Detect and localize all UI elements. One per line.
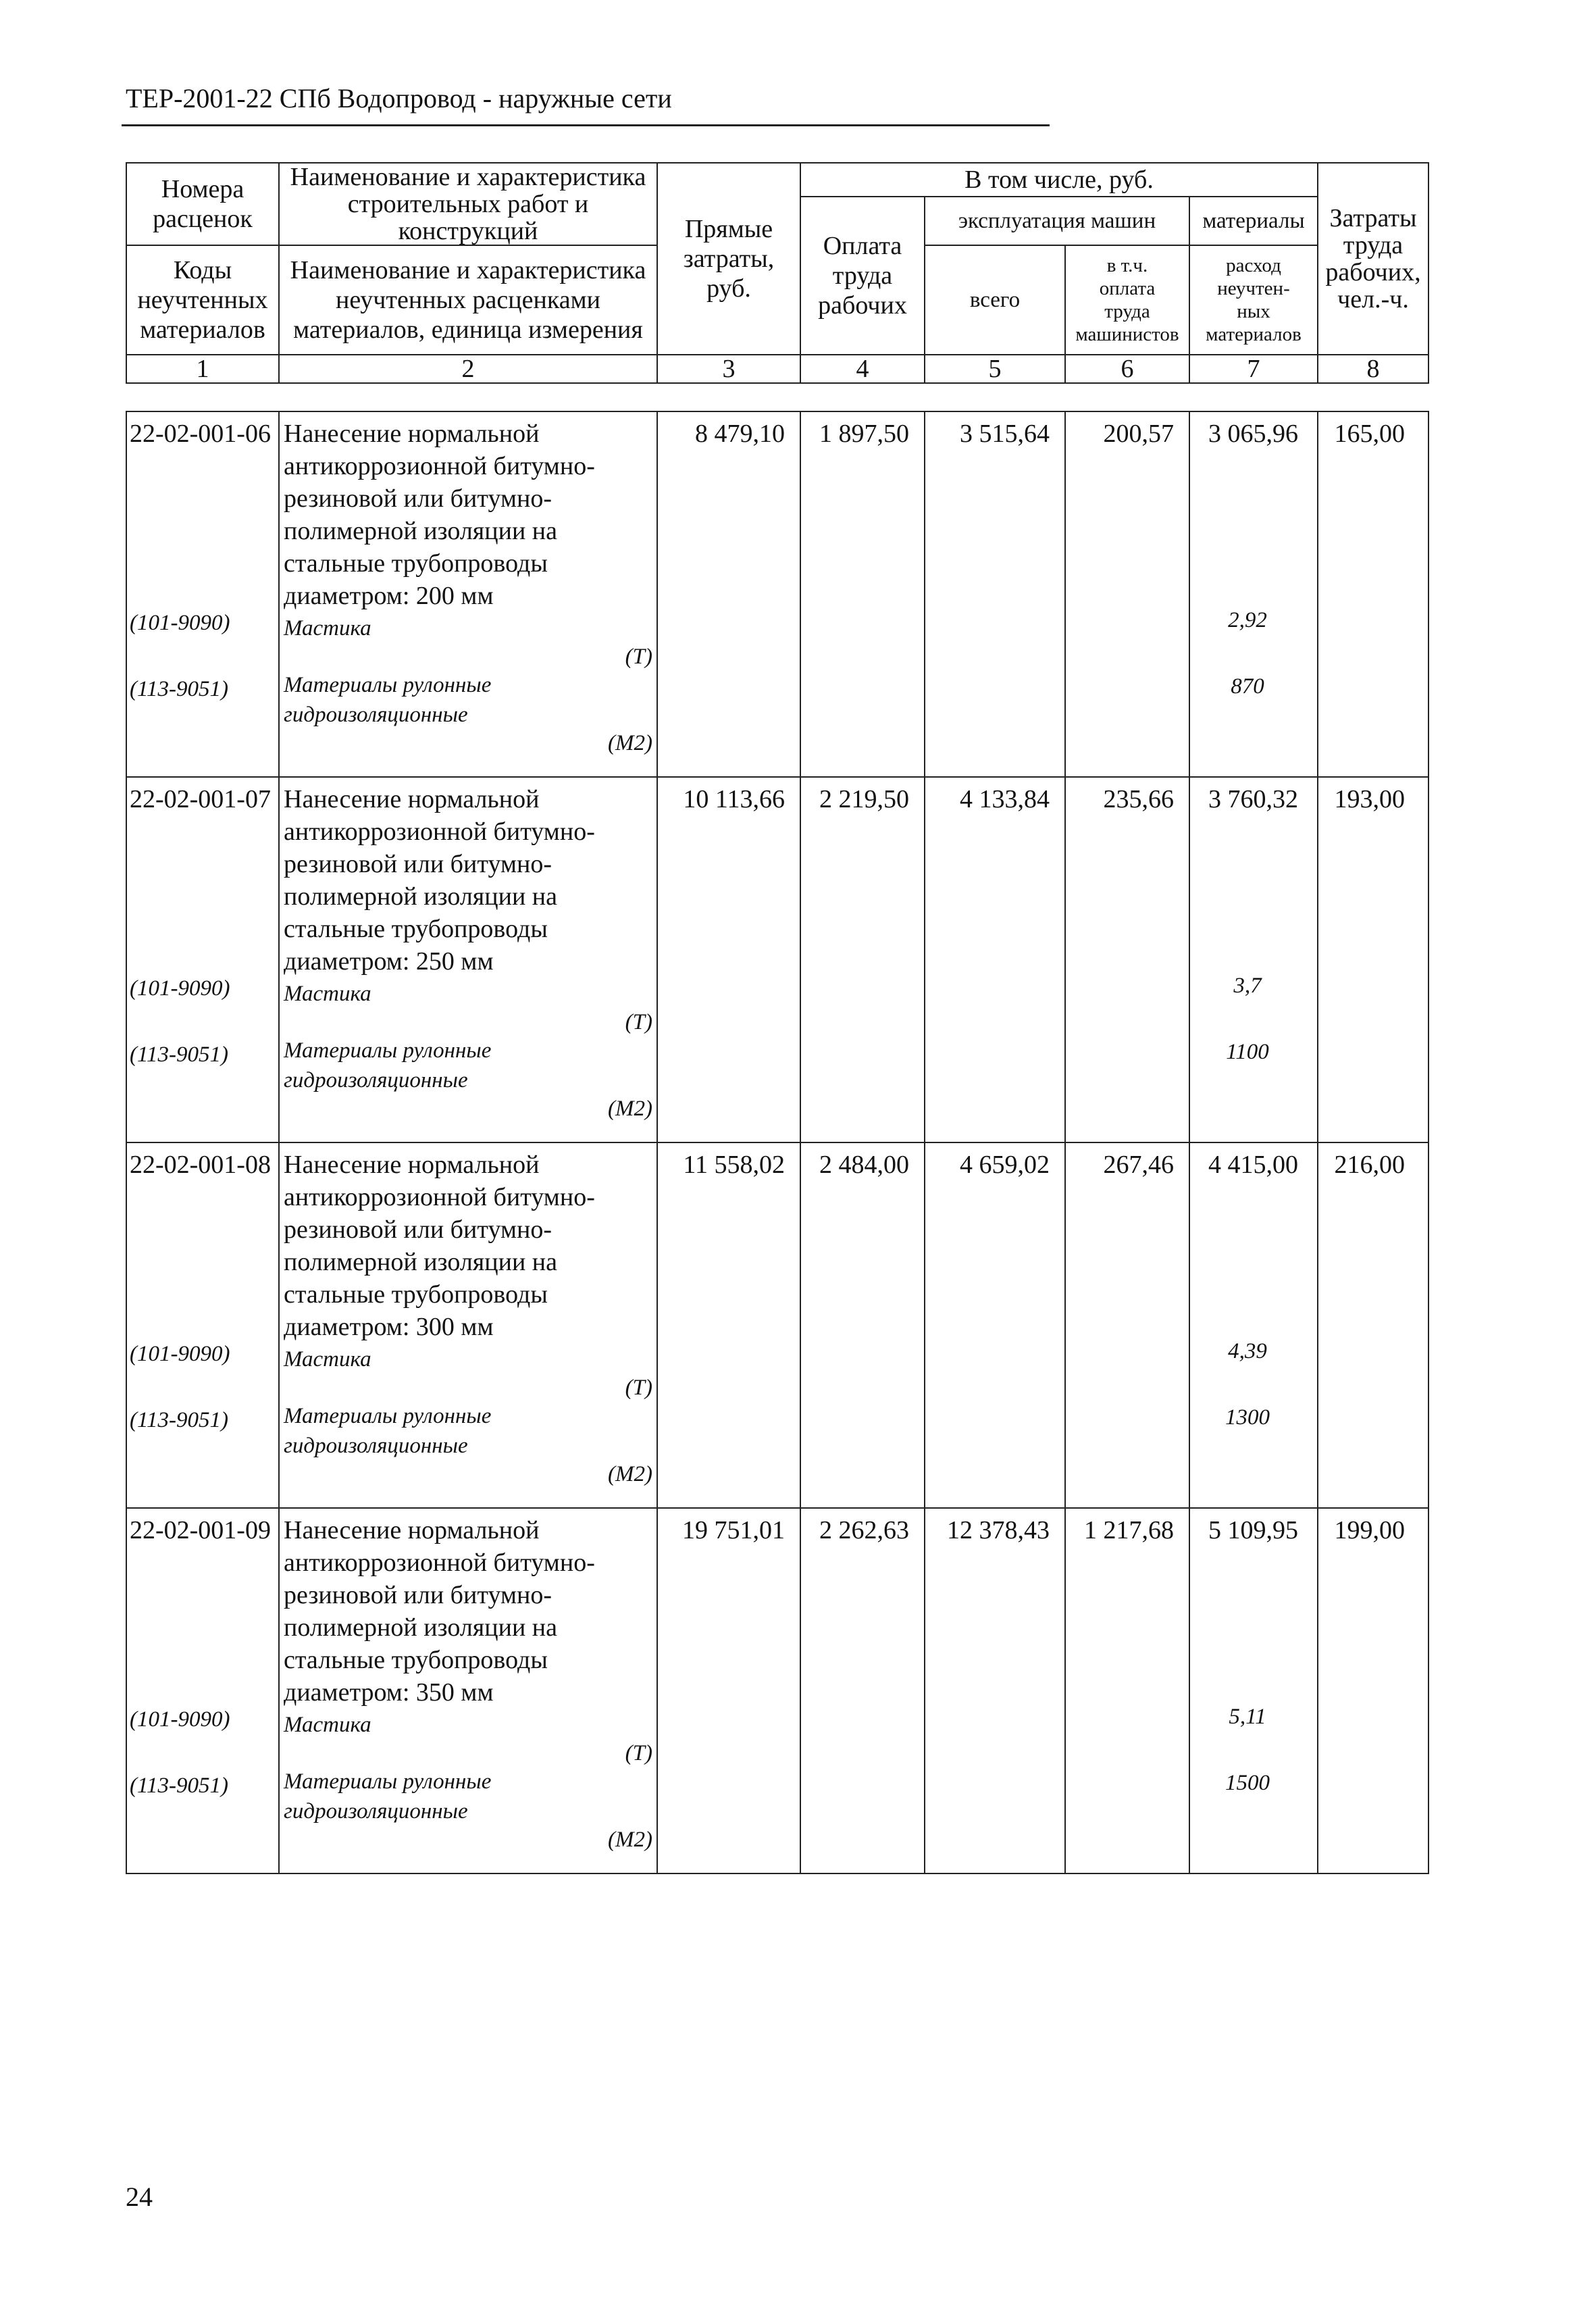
col7-line: ных <box>1237 301 1270 322</box>
description-cell <box>279 1508 657 1873</box>
material-qty: 1300 <box>1225 1405 1270 1430</box>
material-qty: 1100 <box>1226 1040 1269 1064</box>
col4-line: труда <box>832 261 893 290</box>
rate-code: 22-02-001-06 <box>130 420 271 448</box>
col-number: 2 <box>279 355 657 383</box>
material-qty: 4,39 <box>1228 1339 1267 1363</box>
labor-cost: 1 897,50 <box>800 411 925 777</box>
col4-line: рабочих <box>818 291 907 320</box>
col-number: 6 <box>1065 355 1189 383</box>
material-unit: (М2) <box>608 1828 652 1852</box>
col8-line: чел.-ч. <box>1337 285 1409 313</box>
rates-table <box>126 411 1429 1874</box>
material-code: (113-9051) <box>130 1408 229 1432</box>
col8-line: Затраты <box>1329 204 1417 232</box>
rate-code-cell <box>126 1142 279 1508</box>
material-qty: 2,92 <box>1228 608 1267 632</box>
labor-hours: 165,00 <box>1318 411 1428 777</box>
col7-line: неучтен- <box>1217 278 1290 299</box>
material-name: Мастика <box>284 1713 371 1737</box>
col2-top-line: строительных работ и конструкций <box>347 190 589 245</box>
material-name: Мастика <box>284 1347 371 1372</box>
work-description: Нанесение нормальной антикоррозионной битумно-резиновой или битумно-полимерной изоляции на стальные трубопроводы диаметром: 200 мм <box>284 420 595 610</box>
work-description: Нанесение нормальной антикоррозионной битумно-резиновой или битумно-полимерной изоляции на стальные трубопроводы диаметром: 300 мм <box>284 1151 595 1341</box>
machinists-pay: 200,57 <box>1065 411 1189 777</box>
direct-cost: 8 479,10 <box>657 411 800 777</box>
col6-line: в т.ч. <box>1106 255 1148 276</box>
col-number: 7 <box>1189 355 1318 383</box>
material-code: (113-9051) <box>130 1042 229 1067</box>
table-row <box>126 777 1428 1142</box>
material-name: Материалы рулонные гидроизоляционные <box>284 673 492 727</box>
rate-code-cell <box>126 411 279 777</box>
description-cell <box>279 1142 657 1508</box>
description-cell <box>279 411 657 777</box>
material-code: (101-9090) <box>130 611 230 635</box>
rate-code: 22-02-001-08 <box>130 1151 271 1179</box>
col4-header <box>800 197 925 355</box>
col3-header <box>657 163 800 355</box>
rate-code-cell <box>126 1508 279 1873</box>
materials-cell <box>1189 411 1318 777</box>
col1-bottom-line: материалов <box>140 316 265 344</box>
materials-cost: 3 065,96 <box>1208 420 1298 448</box>
material-unit: (М2) <box>608 1462 652 1486</box>
col6-header <box>1065 245 1189 355</box>
page-number: 24 <box>126 2182 153 2212</box>
col-number: 3 <box>657 355 800 383</box>
material-name: Материалы рулонные гидроизоляционные <box>284 1769 492 1823</box>
col1-top-line: расценок <box>153 205 253 233</box>
material-unit: (Т) <box>625 1741 652 1765</box>
col4-line: Оплата <box>823 232 902 260</box>
machines-total: 4 659,02 <box>925 1142 1065 1508</box>
direct-cost: 10 113,66 <box>657 777 800 1142</box>
labor-cost: 2 219,50 <box>800 777 925 1142</box>
col2-header-bottom <box>279 245 657 355</box>
machines-total: 3 515,64 <box>925 411 1065 777</box>
rate-code-cell <box>126 777 279 1142</box>
material-name: Материалы рулонные гидроизоляционные <box>284 1404 492 1458</box>
material-qty: 5,11 <box>1229 1705 1266 1729</box>
col3-line: руб. <box>706 274 751 303</box>
material-unit: (М2) <box>608 731 652 755</box>
col-number: 5 <box>925 355 1065 383</box>
col-number: 1 <box>126 355 279 383</box>
running-title: ТЕР-2001-22 СПб Водопровод - наружные сети <box>126 83 672 114</box>
material-code: (101-9090) <box>130 1707 230 1732</box>
col8-header <box>1318 163 1428 355</box>
rate-code: 22-02-001-09 <box>130 1516 271 1544</box>
materials-cell <box>1189 1142 1318 1508</box>
col7-line: расход <box>1226 255 1281 276</box>
table-header <box>126 162 1429 384</box>
col2-bottom-line: Наименование и характеристика <box>290 256 646 284</box>
machinists-pay: 267,46 <box>1065 1142 1189 1508</box>
work-description: Нанесение нормальной антикоррозионной битумно-резиновой или битумно-полимерной изоляции на стальные трубопроводы диаметром: 250 мм <box>284 785 595 976</box>
col8-line: рабочих, <box>1325 258 1421 286</box>
col-number: 4 <box>800 355 925 383</box>
material-name: Мастика <box>284 616 371 640</box>
col2-header-top <box>279 163 657 245</box>
direct-cost: 19 751,01 <box>657 1508 800 1873</box>
machinists-pay: 235,66 <box>1065 777 1189 1142</box>
machines-total: 4 133,84 <box>925 777 1065 1142</box>
col7-line: материалов <box>1206 324 1302 345</box>
material-unit: (Т) <box>625 645 652 669</box>
materials-cost: 3 760,32 <box>1208 785 1298 813</box>
col5-header: всего <box>925 245 1065 355</box>
machines-total: 12 378,43 <box>925 1508 1065 1873</box>
col2-top-line: Наименование и характеристика <box>290 163 646 191</box>
labor-hours: 216,00 <box>1318 1142 1428 1508</box>
labor-hours: 199,00 <box>1318 1508 1428 1873</box>
col7-header <box>1189 245 1318 355</box>
material-code: (113-9051) <box>130 1774 229 1798</box>
material-code: (113-9051) <box>130 677 229 701</box>
col2-bottom-line: неучтенных расценками <box>336 286 600 314</box>
direct-cost: 11 558,02 <box>657 1142 800 1508</box>
materials-cost: 5 109,95 <box>1208 1516 1298 1544</box>
group-header: В том числе, руб. <box>800 163 1318 197</box>
material-qty: 870 <box>1231 674 1264 699</box>
material-code: (101-9090) <box>130 976 230 1001</box>
col3-line: Прямые <box>684 215 773 243</box>
col2-bottom-line: материалов, единица измерения <box>293 316 643 344</box>
rate-code: 22-02-001-07 <box>130 785 271 813</box>
header-rule <box>122 124 1050 126</box>
material-name: Материалы рулонные гидроизоляционные <box>284 1038 492 1092</box>
labor-hours: 193,00 <box>1318 777 1428 1142</box>
col1-top-line: Номера <box>161 175 244 203</box>
material-qty: 1500 <box>1225 1771 1270 1795</box>
table-row <box>126 1142 1428 1508</box>
material-code: (101-9090) <box>130 1342 230 1366</box>
material-unit: (Т) <box>625 1010 652 1034</box>
material-qty: 3,7 <box>1233 974 1262 998</box>
materials-cost: 4 415,00 <box>1208 1151 1298 1179</box>
labor-cost: 2 484,00 <box>800 1142 925 1508</box>
table-row <box>126 1508 1428 1873</box>
col1-header-bottom <box>126 245 279 355</box>
table-row <box>126 411 1428 777</box>
material-unit: (Т) <box>625 1376 652 1400</box>
col-number: 8 <box>1318 355 1428 383</box>
machines-header: эксплуатация машин <box>925 197 1189 245</box>
materials-cell <box>1189 777 1318 1142</box>
col6-line: труда <box>1104 301 1150 322</box>
materials-cell <box>1189 1508 1318 1873</box>
description-cell <box>279 777 657 1142</box>
col1-bottom-line: неучтенных <box>137 286 268 314</box>
work-description: Нанесение нормальной антикоррозионной битумно-резиновой или битумно-полимерной изоляции на стальные трубопроводы диаметром: 350 мм <box>284 1516 595 1707</box>
col3-line: затраты, <box>683 245 775 273</box>
material-unit: (М2) <box>608 1097 652 1121</box>
materials-header: материалы <box>1189 197 1318 245</box>
col8-line: труда <box>1343 231 1404 259</box>
machinists-pay: 1 217,68 <box>1065 1508 1189 1873</box>
material-name: Мастика <box>284 982 371 1006</box>
col1-header-top <box>126 163 279 245</box>
col6-line: машинистов <box>1075 324 1179 345</box>
col1-bottom-line: Коды <box>173 256 232 284</box>
col6-line: оплата <box>1099 278 1156 299</box>
labor-cost: 2 262,63 <box>800 1508 925 1873</box>
